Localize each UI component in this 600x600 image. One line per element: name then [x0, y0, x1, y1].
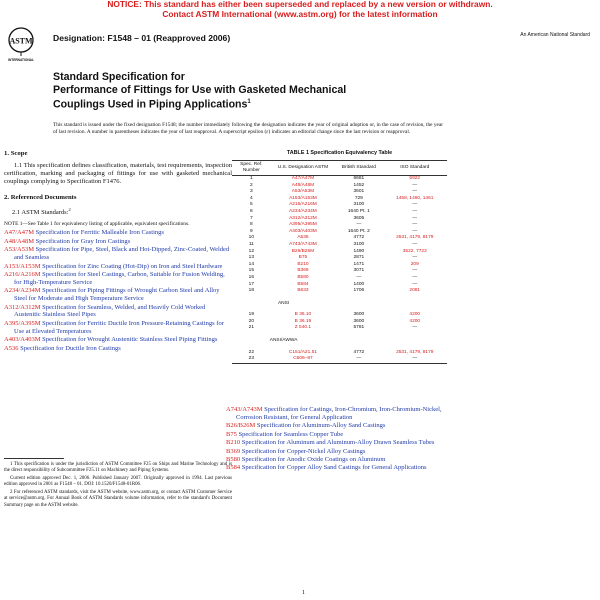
table-cell: 3100	[353, 241, 365, 247]
table-cell[interactable]: 5922	[409, 176, 421, 181]
table-cell: 15	[248, 268, 255, 274]
table-cell: —	[382, 356, 447, 363]
standard-item	[4, 304, 232, 320]
table-cell: 729	[354, 195, 363, 201]
table-row	[232, 312, 447, 319]
standard-description: Specification for Gray Iron Castings	[33, 237, 131, 245]
footnotes	[4, 458, 232, 511]
standard-description: Specification for Anodic Oxide Coatings on Aluminum	[240, 455, 386, 463]
table-cell: 1640 Pt. 2	[347, 228, 370, 234]
table-row	[232, 242, 447, 249]
table-cell: —	[412, 268, 418, 274]
standard-description: Specification for Piping Fittings of Wrought Carbon Steel and Alloy Steel for Moderate and High Temperature Service	[14, 287, 220, 303]
standard-code-link[interactable]: A536	[4, 344, 19, 352]
table-cell: 3601	[353, 189, 365, 195]
footnote-2: 2 For referenced ASTM standards, visit the ASTM website, www.astm.org, or contact ASTM Customer Service at service@astm.org. For Annual Book of ASTM Standards volume information, refer to the standard's Document Summary page on the ASTM website.	[4, 490, 232, 508]
table-row	[232, 216, 447, 223]
table-cell: 3100	[353, 202, 365, 208]
table-cell: 5	[250, 202, 253, 208]
standard-description: Specification for Aluminum and Aluminum-Alloy Drawn Seamless Tubes	[240, 439, 435, 447]
notice-line-1: NOTICE: This standard has either been superseded and replaced by a new version or withdrawn.	[107, 0, 493, 9]
referenced-heading: 2. Referenced Documents	[4, 193, 77, 201]
standard-item	[226, 406, 454, 422]
table-cell: 2871	[353, 255, 365, 261]
table-cell[interactable]: 209	[410, 261, 419, 267]
table-row	[232, 235, 447, 242]
standard-item	[226, 464, 454, 472]
standard-code-link[interactable]: B369	[226, 447, 241, 455]
standard-code-link[interactable]: A395/A395M	[4, 319, 41, 327]
table-cell: 3605	[353, 215, 365, 221]
table-row	[232, 319, 447, 326]
standard-code-link[interactable]: A48/A48M	[4, 237, 34, 245]
standard-description: Specification for Copper Alloy Sand Castings for General Applications	[240, 464, 427, 472]
table-cell: —	[412, 208, 418, 214]
table-cell: 3600	[353, 318, 365, 324]
table-cell: 11	[248, 241, 254, 247]
table-cell: —	[412, 241, 418, 247]
standard-code-link[interactable]: A153/A153M	[4, 262, 41, 270]
table-cell[interactable]: A48/A48M	[291, 182, 315, 188]
table-cell[interactable]: A47/A47M	[291, 176, 315, 181]
table-cell[interactable]: A403/A403M	[289, 228, 317, 234]
table-cell: —	[412, 325, 418, 331]
standard-description: Specification for Castings, Iron-Chromium, Iron-Chromium-Nickel, Corrosion Resistant, for General Application	[236, 406, 442, 421]
table-cell: —	[412, 281, 418, 287]
table-cell[interactable]: Z 540.1	[294, 325, 312, 331]
equivalency-table	[232, 150, 447, 364]
table-cell: 1706	[353, 288, 365, 294]
standard-item	[226, 448, 454, 456]
table-row	[232, 202, 447, 209]
astm-standards-subheading: 2.1 ASTM Standards:$^2$	[12, 206, 71, 216]
left-column	[4, 150, 232, 353]
table-cell[interactable]: A216/A216M	[289, 202, 317, 208]
title-line-1: Standard Specification for	[53, 71, 185, 83]
standard-item	[4, 271, 232, 287]
table-cell[interactable]: B26/B26M	[291, 248, 315, 254]
title-line-2: Performance of Fittings for Use with Gasketed Mechanical	[53, 83, 347, 96]
standard-code-link[interactable]: A403/A403M	[4, 336, 41, 344]
table-cell[interactable]: B584	[297, 281, 309, 287]
table-cell[interactable]: 4200	[409, 318, 421, 324]
standard-description: Specification for Seamless, Welded, and Heavily Cold Worked Austenitic Stainless Steel Pipes	[14, 303, 206, 319]
table-row	[232, 249, 447, 256]
standard-item	[4, 229, 232, 237]
table-group-row	[232, 332, 447, 350]
table-cell: 4	[250, 195, 253, 201]
standard-item	[4, 238, 232, 246]
table-cell: 3071	[353, 268, 365, 274]
table-cell[interactable]: A53/A53M	[291, 189, 315, 195]
table-group-row	[232, 295, 447, 313]
table-cell: 1490	[353, 248, 365, 254]
table-cell: 7	[250, 215, 253, 221]
table-cell[interactable]: 4200	[409, 312, 421, 318]
table-group-label: ANSI	[277, 300, 290, 306]
header-iso: ISO Standard	[382, 161, 447, 176]
table-cell[interactable]: B580	[297, 274, 309, 280]
table-cell: 4772	[353, 235, 365, 241]
table-cell: —	[412, 182, 418, 188]
table-cell: 8	[250, 222, 253, 228]
table-cell[interactable]: 2531, 4179, 8179	[396, 235, 434, 241]
table-body	[232, 176, 447, 364]
table-cell[interactable]: A743/A743M	[289, 241, 317, 247]
standard-code-link[interactable]: A53/A53M	[4, 246, 34, 254]
table-cell[interactable]: 3522, 7722	[402, 248, 427, 254]
svg-text:INTERNATIONAL: INTERNATIONAL	[8, 58, 34, 62]
standards-list-left	[4, 229, 232, 352]
table-cell[interactable]: B75	[298, 255, 308, 261]
header-us-designation: U.S. Designation ASTM	[271, 161, 336, 176]
table-row	[232, 189, 447, 196]
footnote-1: 1 This specification is under the jurisdiction of ASTM Committee F25 on Ships and Marine Technology and is the direct responsibility of Subcommittee F25.11 on Machinery and Piping Systems.	[4, 462, 232, 474]
standard-code-link[interactable]: B26/B26M	[226, 422, 256, 430]
table-cell: —	[412, 189, 418, 195]
header-spec-ref: Spec. Ref. Number	[232, 161, 271, 176]
scope-heading: 1. Scope	[4, 150, 28, 157]
notice-banner	[0, 0, 600, 19]
standard-description: Specification for Ferritic Ductile Iron Pressure-Retaining Castings for Use at Elevated Temperatures	[14, 319, 224, 335]
standard-description: Specification for Steel Castings, Carbon, Suitable for Fusion Welding, for High-Temperature Service	[14, 270, 225, 286]
standard-code-link[interactable]: B210	[226, 439, 241, 447]
page-number: 1	[302, 589, 306, 596]
standard-description: Specification for Ductile Iron Castings	[18, 344, 121, 352]
note-1: NOTE 1—See Table 1 for equivalency listing of applicable, equivalent specifications.	[4, 220, 190, 227]
standard-item	[226, 431, 454, 439]
table-cell[interactable]: A395/A395M	[289, 222, 317, 228]
standard-item	[226, 422, 454, 430]
table-cell: 1640 Pt. 1	[347, 208, 370, 214]
table-cell: 12	[248, 248, 255, 254]
table-cell: —	[356, 274, 362, 280]
footnote-rule	[4, 458, 64, 459]
table-cell: 3600	[353, 312, 365, 318]
table-cell: 6681	[353, 176, 365, 181]
standard-code-link[interactable]: A234/A234M	[4, 287, 41, 295]
table-cell: —	[356, 222, 362, 228]
table-cell: 9	[250, 228, 253, 234]
table-row	[232, 288, 447, 295]
table-title: TABLE 1 Specification Equivalency Table	[286, 150, 393, 156]
table-group-label: ANSI/AWWA	[269, 338, 298, 344]
right-column	[226, 404, 454, 473]
table-cell: 21	[248, 325, 255, 331]
table-cell[interactable]: B369	[297, 268, 309, 274]
standard-item	[4, 263, 232, 271]
standard-item	[226, 439, 454, 447]
table-cell[interactable]: B 36.10	[294, 312, 312, 318]
standard-item	[4, 287, 232, 303]
standard-description: Specification for Wrought Austenitic Stainless Steel Piping Fittings	[40, 336, 218, 344]
american-national-standard: An American National Standard	[520, 32, 590, 38]
table-cell: 22	[248, 349, 255, 355]
table-cell: 10	[248, 235, 255, 241]
table-cell: 17	[248, 281, 255, 287]
table-cell[interactable]: B 36.19	[294, 318, 312, 324]
table-cell[interactable]: 2531, 4179, 8179	[396, 349, 434, 355]
scope-paragraph: 1.1 This specification defines classification, materials, test requirements, inspection certification, marking and packaging of fittings for use with gasketed mechanical couplings complying to Specification F1476.	[4, 161, 232, 185]
table-cell[interactable]: A536	[297, 235, 309, 241]
table-cell: 18	[248, 288, 255, 294]
table-cell: 5781	[353, 325, 365, 331]
table-cell[interactable]: C151/A21.51	[288, 349, 317, 355]
standard-description: Specification for Aluminum-Alloy Sand Castings	[255, 422, 386, 430]
table-cell[interactable]: 2081	[409, 288, 421, 294]
standard-item	[226, 456, 454, 464]
standard-code-link[interactable]: A216/A216M	[4, 270, 41, 278]
table-cell: —	[412, 215, 418, 221]
table-cell: 1452	[353, 182, 365, 188]
table-cell: 20	[248, 318, 255, 324]
standard-description: Specification for Copper-Nickel Alloy Castings	[240, 447, 366, 455]
table-cell: 6	[250, 208, 253, 214]
table-cell[interactable]: A312/A312M	[289, 215, 317, 221]
notice-line-2: Contact ASTM International (www.astm.org) for the latest information	[162, 8, 438, 19]
document-title	[53, 71, 373, 111]
standard-description: Specification for Seamless Copper Tube	[236, 430, 344, 438]
table-cell: 1	[250, 176, 253, 181]
standard-code-link[interactable]: A312/A312M	[4, 303, 41, 311]
table-cell[interactable]: B210	[297, 261, 309, 267]
standard-code-link[interactable]: B580	[226, 455, 241, 463]
issued-text: This standard is issued under the fixed designation F1548; the number immediately following the designation indicates the year of original adoption or, in the case of revision, the year of last revision. A number in parentheses indicates the year of last reapproval. A superscript epsilon (ε) indicates an editorial change since the last revision or reapproval.	[53, 122, 443, 135]
table-cell: —	[412, 222, 418, 228]
table-cell: —	[412, 228, 418, 234]
table-cell: 13	[248, 255, 255, 261]
table-header-row	[232, 161, 447, 176]
standard-code-link[interactable]: B584	[226, 464, 241, 472]
footnote-1b: Current edition approved Dec. 1, 2006. Published January 2007. Originally approved in 1994. Last previous edition approved in 2001 as F1548 – 01. DOI: 10.1520/F1548-01R06.	[4, 476, 232, 488]
table-cell: 1471	[353, 261, 365, 267]
standard-item	[4, 345, 232, 353]
table-cell: —	[335, 356, 382, 363]
table-cell: 23	[232, 356, 271, 363]
table-row	[232, 183, 447, 190]
standard-description: Specification for Ferritic Malleable Iron Castings	[33, 229, 164, 237]
standard-item	[4, 336, 232, 344]
table-cell: 19	[248, 312, 255, 318]
standard-item	[4, 246, 232, 262]
standards-list-right	[226, 406, 454, 472]
title-footnote-mark: 1	[247, 99, 251, 106]
header-british: British Standard	[335, 161, 382, 176]
astm-logo	[8, 27, 34, 63]
table-row	[232, 325, 447, 332]
table-row	[232, 262, 447, 269]
table-cell: —	[412, 202, 418, 208]
standard-code-link[interactable]: A743/A743M	[226, 406, 263, 413]
table-cell[interactable]: A234/A234M	[289, 208, 317, 214]
table-row	[232, 255, 447, 262]
standard-code-link[interactable]: B75	[226, 430, 237, 438]
table-cell: 2	[250, 182, 253, 188]
table-row	[232, 268, 447, 275]
standard-code-link[interactable]: A47/A47M	[4, 229, 34, 237]
table-cell[interactable]: B633	[297, 288, 309, 294]
table-cell: 1400	[353, 281, 365, 287]
table-row	[232, 350, 447, 357]
table-row	[232, 209, 447, 216]
table	[232, 160, 447, 364]
table-row	[232, 356, 447, 363]
title-line-3: Couplings Used in Piping Applications$^1$	[53, 98, 251, 111]
table-cell[interactable]: 1458, 1460, 1461	[396, 195, 434, 201]
table-cell: —	[412, 255, 418, 261]
table-row	[232, 222, 447, 229]
table-cell[interactable]: C606–87	[271, 356, 336, 363]
table-row	[232, 196, 447, 203]
table-cell: 16	[248, 274, 255, 280]
designation: Designation: F1548 – 01 (Reapproved 2006)	[53, 33, 231, 43]
table-cell: 4772	[353, 349, 365, 355]
standard-description: Specification for Pipe, Steel, Black and Hot-Dipped, Zinc-Coated, Welded and Seamless	[14, 246, 230, 262]
table-row	[232, 176, 447, 183]
table-cell[interactable]: A153/A153M	[289, 195, 317, 201]
table-cell: 14	[248, 261, 255, 267]
table-row	[232, 275, 447, 282]
svg-text:ASTM: ASTM	[9, 36, 33, 46]
table-cell: 3	[250, 189, 253, 195]
table-cell: —	[412, 274, 418, 280]
standard-item	[4, 320, 232, 336]
standard-description: Specification for Zinc Coating (Hot-Dip) on Iron and Steel Hardware	[40, 262, 223, 270]
